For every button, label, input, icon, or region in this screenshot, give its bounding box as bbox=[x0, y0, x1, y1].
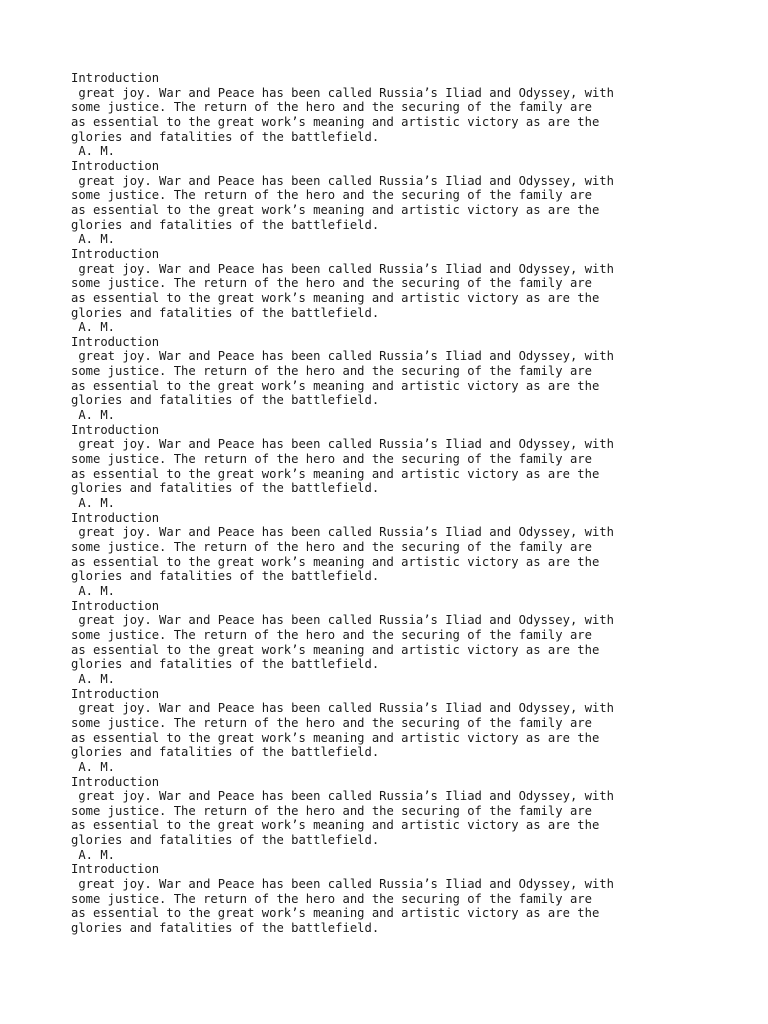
body-text-line: glories and fatalities of the battlefield. bbox=[71, 657, 380, 672]
body-text-line: as essential to the great work’s meaning and artistic victory as are the bbox=[71, 378, 600, 393]
body-text-line: great joy. War and Peace has been called Russia’s Iliad and Odyssey, with bbox=[71, 525, 614, 540]
body-text-line: as essential to the great work’s meaning and artistic victory as are the bbox=[71, 290, 600, 305]
body-text-line: as essential to the great work’s meaning and artistic victory as are the bbox=[71, 114, 600, 129]
document-page bbox=[71, 71, 751, 936]
author-initials: A. M. bbox=[71, 583, 116, 598]
document-section bbox=[71, 159, 751, 247]
section-heading: Introduction bbox=[71, 598, 160, 613]
body-text-line: some justice. The return of the hero and the securing of the family are bbox=[71, 276, 592, 291]
body-text-line: glories and fatalities of the battlefield. bbox=[71, 833, 380, 848]
document-section bbox=[71, 423, 751, 511]
body-text-line: glories and fatalities of the battlefield. bbox=[71, 393, 380, 408]
author-initials: A. M. bbox=[71, 759, 116, 774]
body-text-line: as essential to the great work’s meaning and artistic victory as are the bbox=[71, 554, 600, 569]
document-section bbox=[71, 599, 751, 687]
body-text-line: great joy. War and Peace has been called Russia’s Iliad and Odyssey, with bbox=[71, 701, 614, 716]
body-text-line: as essential to the great work’s meaning and artistic victory as are the bbox=[71, 642, 600, 657]
body-text-line: some justice. The return of the hero and the securing of the family are bbox=[71, 364, 592, 379]
author-initials: A. M. bbox=[71, 320, 116, 335]
author-initials: A. M. bbox=[71, 847, 116, 862]
body-text-line: some justice. The return of the hero and the securing of the family are bbox=[71, 540, 592, 554]
body-text-line: glories and fatalities of the battlefield. bbox=[71, 305, 380, 320]
body-text-line: great joy. War and Peace has been called Russia’s Iliad and Odyssey, with bbox=[71, 877, 614, 892]
section-heading: Introduction bbox=[71, 862, 160, 877]
body-text-line: great joy. War and Peace has been called Russia’s Iliad and Odyssey, with bbox=[71, 789, 614, 804]
body-text-line: glories and fatalities of the battlefield. bbox=[71, 745, 380, 760]
document-section bbox=[71, 862, 751, 935]
body-text-line: great joy. War and Peace has been called Russia’s Iliad and Odyssey, with bbox=[71, 85, 614, 100]
document-section bbox=[71, 335, 751, 423]
body-text-line: some justice. The return of the hero and the securing of the family are bbox=[71, 891, 592, 906]
author-initials: A. M. bbox=[71, 232, 116, 247]
body-text-line: some justice. The return of the hero and the securing of the family are bbox=[71, 452, 592, 467]
author-initials: A. M. bbox=[71, 671, 116, 686]
body-text-line: great joy. War and Peace has been called Russia’s Iliad and Odyssey, with bbox=[71, 261, 614, 276]
author-initials: A. M. bbox=[71, 144, 116, 159]
body-text-line: glories and fatalities of the battlefield. bbox=[71, 129, 380, 144]
body-text-line: some justice. The return of the hero and the securing of the family are bbox=[71, 188, 592, 203]
body-text-line: glories and fatalities of the battlefield. bbox=[71, 481, 380, 496]
document-section bbox=[71, 687, 751, 775]
document-section bbox=[71, 775, 751, 863]
section-heading: Introduction bbox=[71, 510, 160, 525]
author-initials: A. M. bbox=[71, 496, 116, 511]
body-text-line: as essential to the great work’s meaning and artistic victory as are the bbox=[71, 730, 600, 745]
body-text-line: some justice. The return of the hero and the securing of the family are bbox=[71, 715, 592, 730]
body-text-line: some justice. The return of the hero and the securing of the family are bbox=[71, 627, 592, 642]
section-heading: Introduction bbox=[71, 158, 160, 173]
body-text-line: glories and fatalities of the battlefield. bbox=[71, 569, 380, 584]
document-section bbox=[71, 247, 751, 335]
body-text-line: great joy. War and Peace has been called Russia’s Iliad and Odyssey, with bbox=[71, 437, 614, 452]
section-heading: Introduction bbox=[71, 71, 160, 85]
document-section bbox=[71, 71, 751, 159]
body-text-line: some justice. The return of the hero and the securing of the family are bbox=[71, 100, 592, 115]
section-heading: Introduction bbox=[71, 686, 160, 701]
body-text-line: as essential to the great work’s meaning and artistic victory as are the bbox=[71, 818, 600, 833]
body-text-line: glories and fatalities of the battlefield. bbox=[71, 217, 380, 232]
author-initials: A. M. bbox=[71, 408, 116, 423]
body-text-line: great joy. War and Peace has been called Russia’s Iliad and Odyssey, with bbox=[71, 349, 614, 364]
body-text-line: as essential to the great work’s meaning and artistic victory as are the bbox=[71, 906, 600, 921]
body-text-line: some justice. The return of the hero and the securing of the family are bbox=[71, 803, 592, 818]
document-section bbox=[71, 511, 751, 599]
section-heading: Introduction bbox=[71, 246, 160, 261]
section-heading: Introduction bbox=[71, 422, 160, 437]
body-text-line: great joy. War and Peace has been called Russia’s Iliad and Odyssey, with bbox=[71, 613, 614, 628]
section-heading: Introduction bbox=[71, 334, 160, 349]
section-heading: Introduction bbox=[71, 774, 160, 789]
body-text-line: glories and fatalities of the battlefield. bbox=[71, 921, 380, 936]
body-text-line: as essential to the great work’s meaning and artistic victory as are the bbox=[71, 466, 600, 481]
body-text-line: as essential to the great work’s meaning and artistic victory as are the bbox=[71, 202, 600, 217]
body-text-line: great joy. War and Peace has been called Russia’s Iliad and Odyssey, with bbox=[71, 173, 614, 188]
